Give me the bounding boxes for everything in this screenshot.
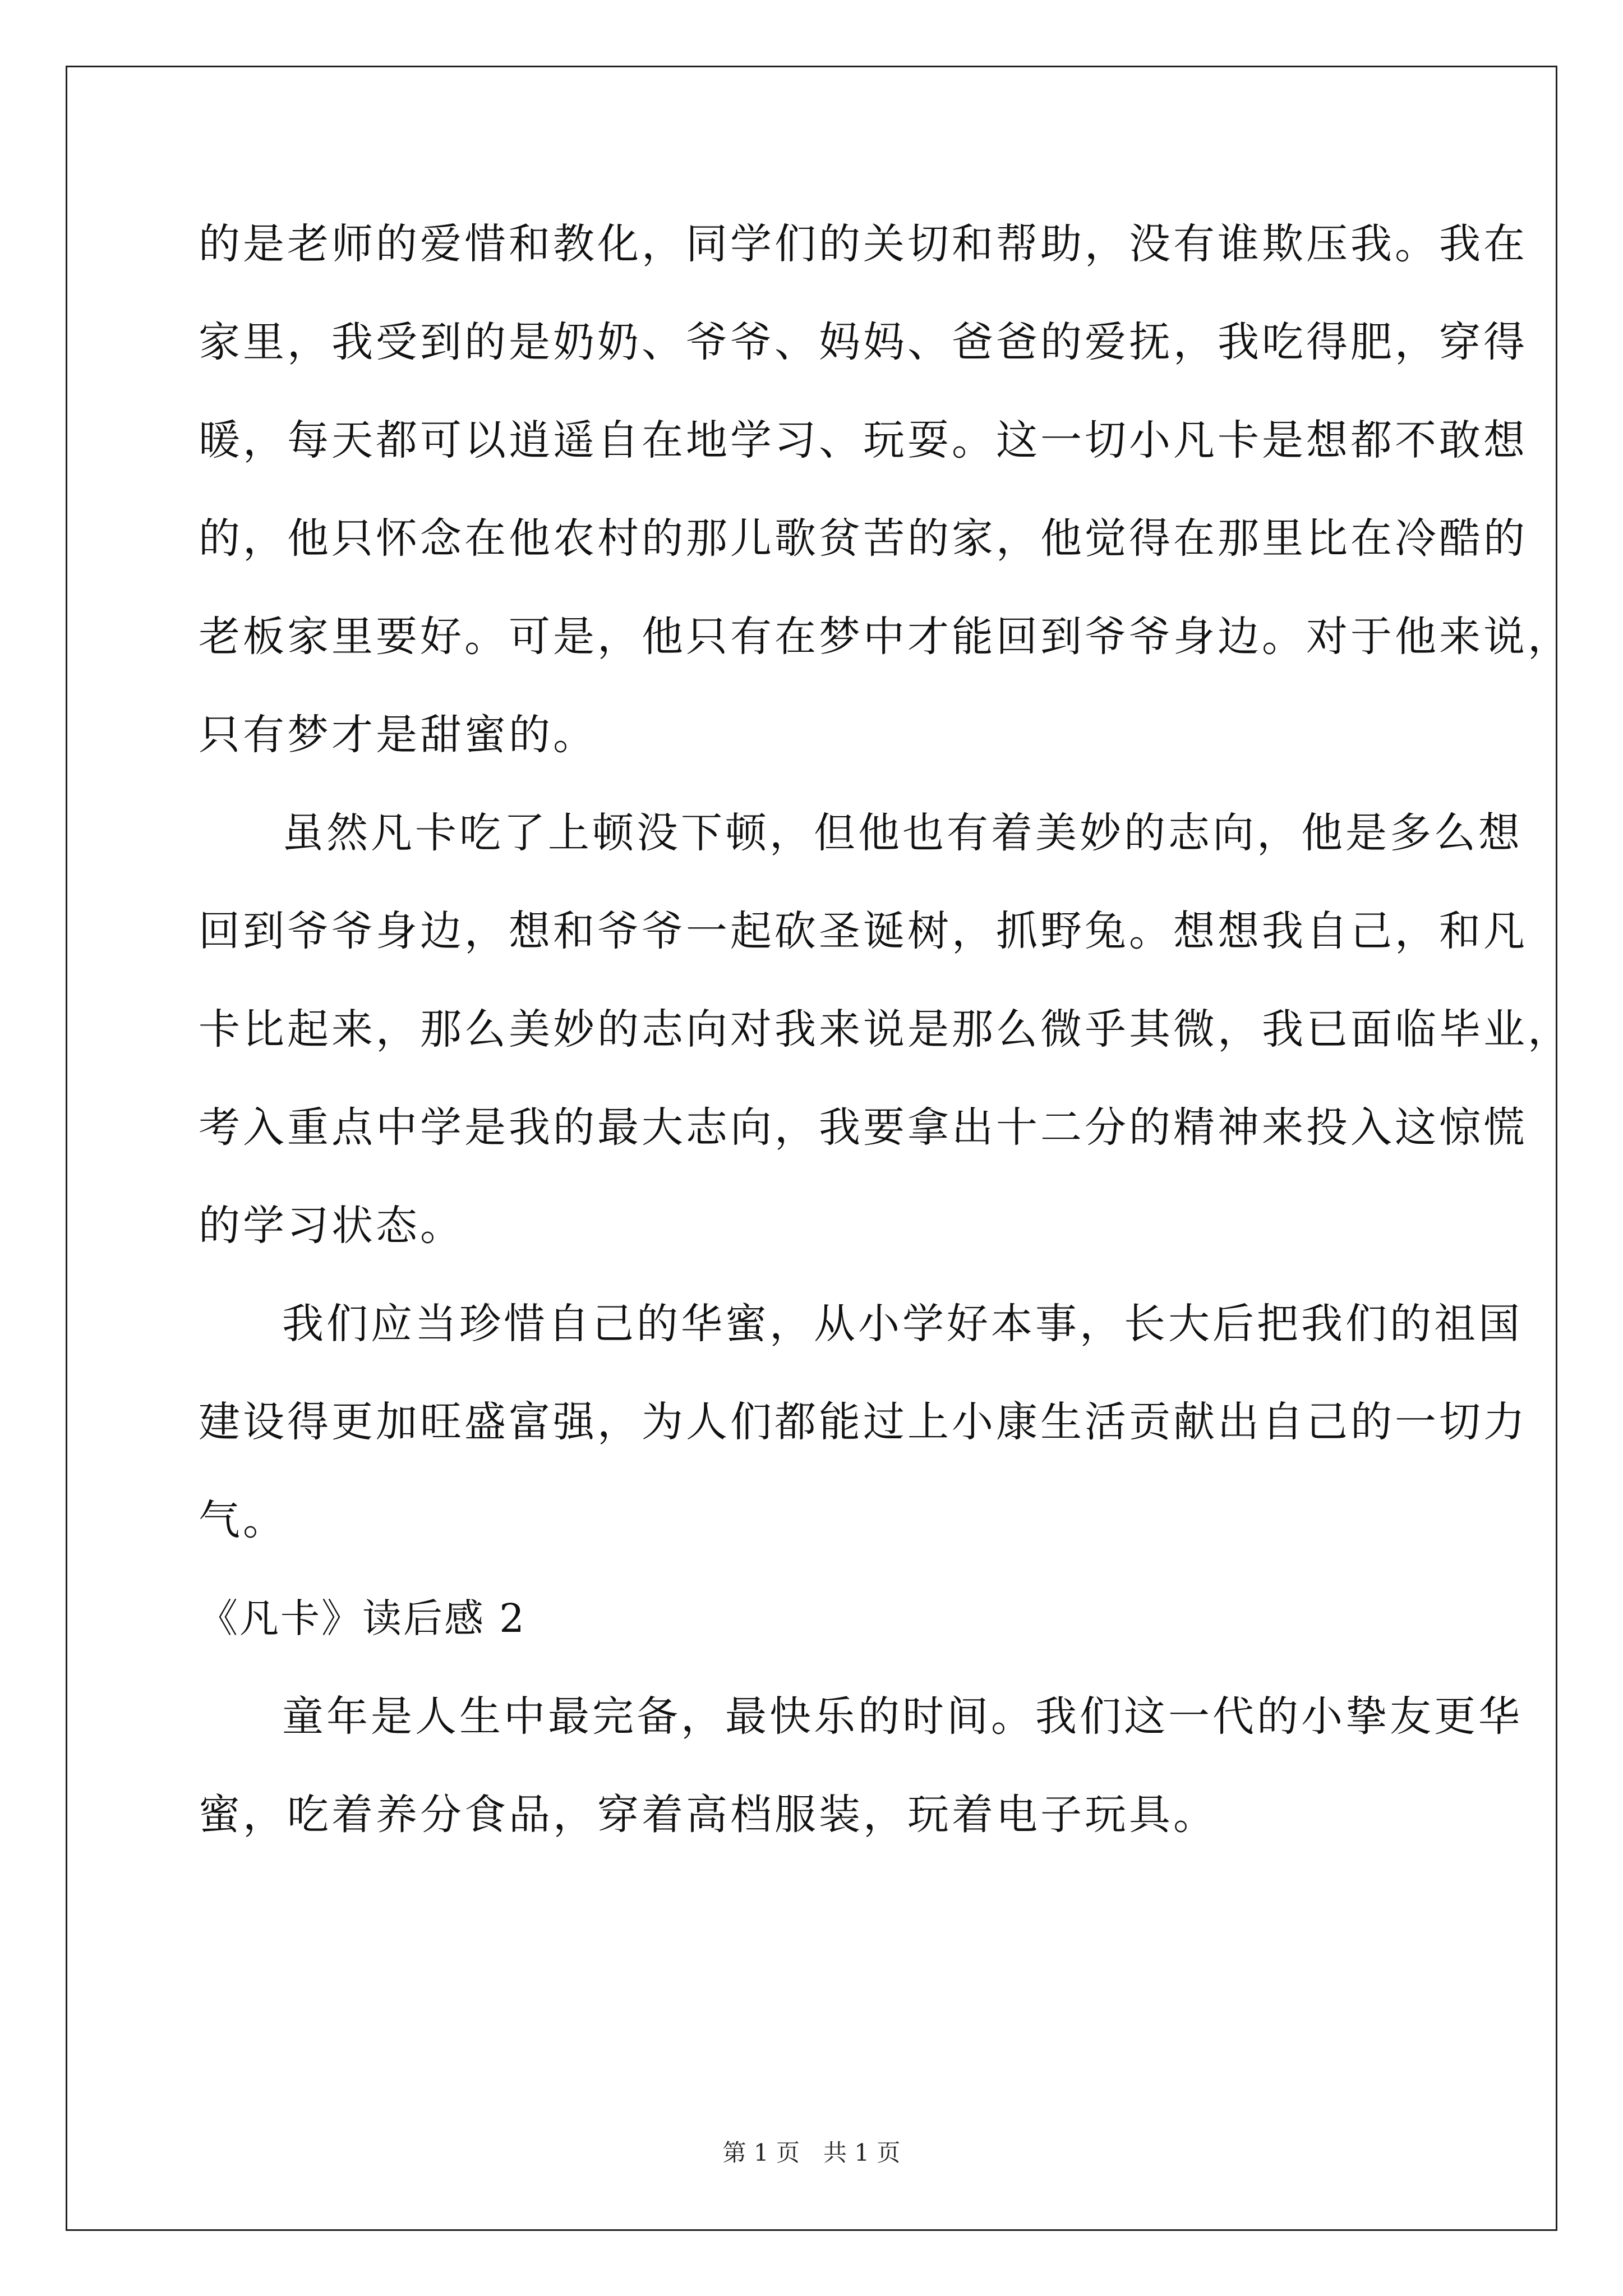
section-heading: 《凡卡》读后感 2 xyxy=(199,1595,526,1641)
text-line: 回到爷爷身边，想和爷爷一起砍圣诞树，抓野兔。想想我自己，和凡 xyxy=(199,907,1528,955)
text-line: 的是老师的爱惜和教化，同学们的关切和帮助，没有谁欺压我。我在 xyxy=(199,220,1528,268)
text-line: 的，他只怀念在他农村的那儿歌贫苦的家，他觉得在那里比在冷酷的 xyxy=(199,514,1528,563)
text-line: 气。 xyxy=(199,1496,287,1544)
paragraph-first-line: 童年是人生中最完备，最快乐的时间。我们这一代的小挚友更华 xyxy=(282,1692,1523,1741)
paragraph-first-line: 虽然凡卡吃了上顿没下顿，但他也有着美妙的志向，他是多么想 xyxy=(282,809,1523,857)
page-footer: 第 1 页 共 1 页 xyxy=(722,2139,901,2166)
paragraph-first-line: 我们应当珍惜自己的华蜜，从小学好本事，长大后把我们的祖国 xyxy=(282,1300,1523,1348)
text-line: 家里，我受到的是奶奶、爷爷、妈妈、爸爸的爱抚，我吃得肥，穿得 xyxy=(199,318,1528,366)
text-line: 暖，每天都可以逍遥自在地学习、玩耍。这一切小凡卡是想都不敢想 xyxy=(199,416,1528,464)
text-line: 建设得更加旺盛富强，为人们都能过上小康生活贡献出自己的一切力 xyxy=(199,1398,1528,1446)
text-line: 的学习状态。 xyxy=(199,1202,464,1250)
text-line: 只有梦才是甜蜜的。 xyxy=(199,711,597,759)
text-line: 考入重点中学是我的最大志向，我要拿出十二分的精神来投入这惊慌 xyxy=(199,1103,1528,1152)
text-line: 老板家里要好。可是，他只有在梦中才能回到爷爷身边。对于他来说， xyxy=(199,613,1572,661)
text-line: 卡比起来，那么美妙的志向对我来说是那么微乎其微，我已面临毕业， xyxy=(199,1005,1572,1053)
text-line: 蜜，吃着养分食品，穿着高档服装，玩着电子玩具。 xyxy=(199,1791,1218,1839)
